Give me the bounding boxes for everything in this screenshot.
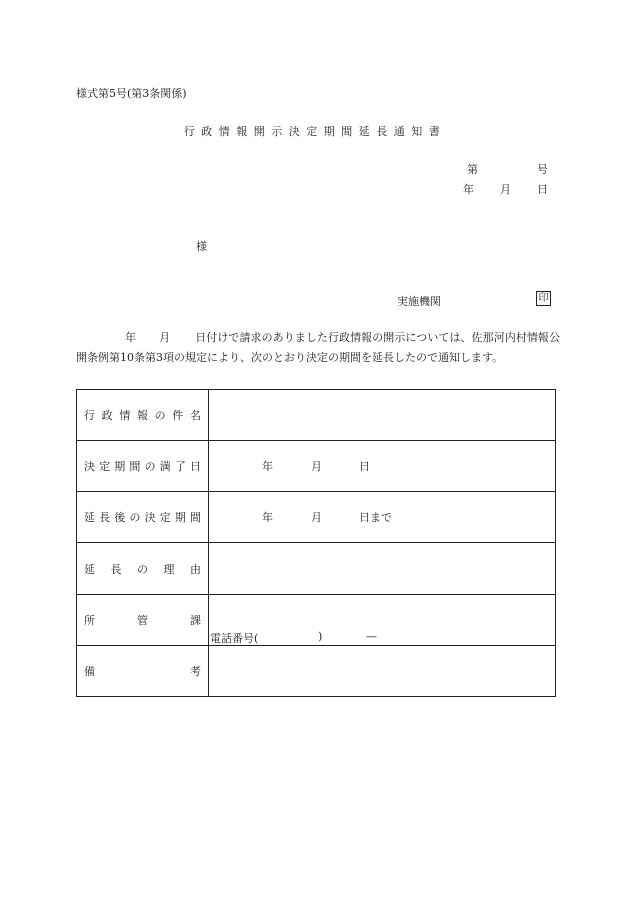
label-char: 行: [84, 409, 95, 423]
label-char: 名: [189, 409, 201, 423]
reference-number-suffix: 号: [537, 163, 548, 176]
reference-day: 日: [537, 183, 548, 196]
body-text: 日付けで請求のありました行政情報の開示については、佐那河内村情報公開条例第10条第3項の規定により、次のとおり決定の期間を延長したので通知します。: [76, 331, 560, 364]
label-char: 日: [189, 460, 201, 474]
phone-label: 電話番号(: [210, 631, 259, 645]
label-char: 情: [119, 409, 131, 423]
row-label: [84, 663, 201, 679]
table-row: [77, 492, 556, 543]
table-row: [77, 543, 556, 594]
table-row: [77, 390, 556, 441]
extended-value-cell: [209, 492, 556, 543]
row-label: [84, 561, 201, 577]
row-label: [84, 458, 201, 474]
row-label: [84, 407, 201, 423]
label-char: 満: [159, 460, 171, 474]
label-char: 長: [99, 511, 111, 525]
label-char: 政: [101, 409, 113, 423]
reference-month: 月: [500, 183, 511, 196]
deadline-year: 年: [262, 460, 273, 474]
label-char: の: [137, 562, 148, 576]
label-char: の: [144, 460, 156, 474]
table-row: [77, 441, 556, 492]
reference-year: 年: [463, 183, 474, 196]
reason-value-cell: [209, 543, 556, 594]
row-label-cell: [77, 645, 209, 696]
label-char: 理: [163, 562, 175, 576]
body-month: 月: [159, 331, 171, 344]
label-char: 備: [84, 664, 95, 678]
notice-body: [76, 328, 560, 368]
label-char: 了: [174, 460, 186, 474]
document-title: 行政情報開示決定期間延長通知書: [183, 125, 447, 138]
label-char: 報: [136, 409, 148, 423]
phone-number: [209, 630, 555, 646]
deadline-month: 月: [311, 460, 322, 474]
label-char: 件: [172, 409, 184, 423]
row-label-cell: [77, 492, 209, 543]
label-char: 定: [159, 511, 171, 525]
label-char: 課: [190, 613, 201, 627]
table-row: [77, 645, 556, 696]
deadline-day: 日: [359, 460, 370, 474]
row-label-cell: [77, 441, 209, 492]
seal-mark: 印: [536, 291, 551, 306]
row-label-cell: [77, 543, 209, 594]
label-char: 間: [189, 511, 201, 525]
extended-day: 日まで: [359, 511, 392, 525]
subject-value-cell: [209, 390, 556, 441]
row-label-cell: [77, 594, 209, 645]
body-year: 年: [125, 331, 137, 344]
label-char: 考: [190, 664, 201, 678]
department-value-cell: [209, 594, 556, 645]
label-char: 延: [84, 511, 95, 525]
info-table: [76, 389, 556, 697]
reference-date: [463, 181, 548, 197]
addressee-honorific: 様: [196, 240, 207, 253]
reference-number-prefix: 第: [467, 163, 478, 176]
label-char: 所: [84, 613, 95, 627]
row-label: [84, 612, 201, 628]
label-char: 後: [114, 511, 126, 525]
label-char: 期: [114, 460, 126, 474]
label-char: 由: [190, 562, 201, 576]
row-label: [84, 509, 201, 525]
phone-close: ): [318, 629, 323, 643]
deadline-value-cell: [209, 441, 556, 492]
label-char: 決: [84, 460, 95, 474]
label-char: 長: [110, 562, 122, 576]
form-number: 様式第5号(第3条関係): [76, 87, 187, 100]
remarks-value-cell: [209, 645, 556, 696]
extended-month: 月: [311, 511, 322, 525]
label-char: 延: [84, 562, 95, 576]
label-char: の: [154, 409, 166, 423]
label-char: の: [129, 511, 141, 525]
phone-dash: —: [366, 629, 377, 643]
extended-year: 年: [262, 511, 273, 525]
reference-number: [467, 161, 548, 177]
issuer-label: 実施機関: [397, 295, 441, 308]
table-row: [77, 594, 556, 645]
label-char: 決: [144, 511, 156, 525]
label-char: 管: [137, 613, 148, 627]
label-char: 定: [99, 460, 111, 474]
label-char: 期: [174, 511, 186, 525]
label-char: 間: [129, 460, 141, 474]
row-label-cell: [77, 390, 209, 441]
